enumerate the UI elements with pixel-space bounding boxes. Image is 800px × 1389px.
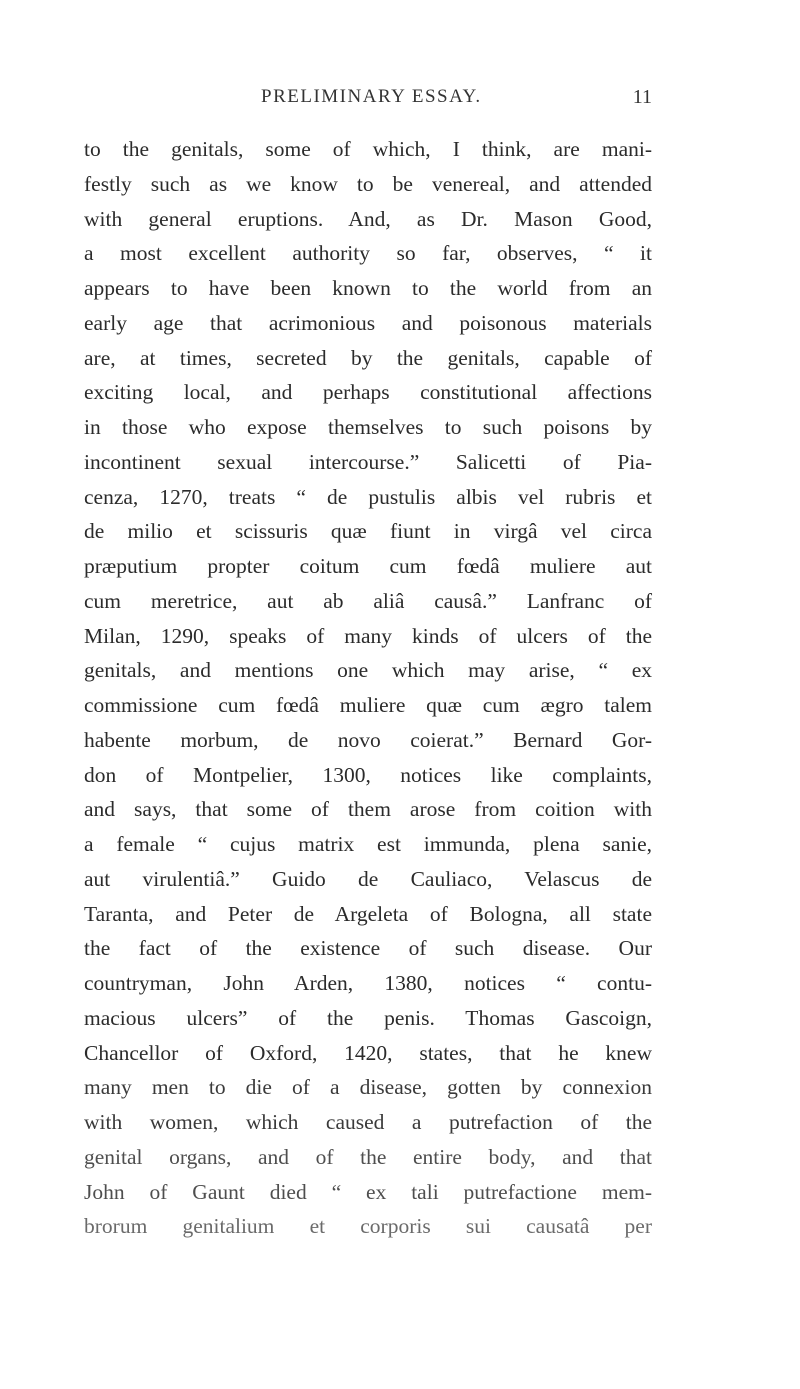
text-line: macious ulcers” of the penis. Thomas Gascoign, <box>84 1005 652 1030</box>
text-line: Chancellor of Oxford, 1420, states, that he knew <box>84 1040 652 1065</box>
text-line: a female “ cujus matrix est immunda, plena sanie, <box>84 832 652 856</box>
text-line: with women, which caused a putrefaction of the <box>84 1110 652 1134</box>
text-line: genitals, and mentions one which may arise, “ ex <box>84 658 652 683</box>
body-text <box>84 132 652 1244</box>
text-line: Taranta, and Peter de Argeleta of Bologna, all state <box>84 901 652 926</box>
text-line: early age that acrimonious and poisonous materials <box>84 310 652 335</box>
text-line: brorum genitalium et corporis sui causatâ per <box>84 1214 652 1239</box>
text-line: aut virulentiâ.” Guido de Cauliaco, Velascus de <box>84 866 652 891</box>
running-head <box>84 86 652 116</box>
text-line: commissione cum fœdâ muliere quæ cum ægro talem <box>84 693 652 717</box>
text-line: exciting local, and perhaps constitutional affections <box>84 380 652 405</box>
text-line: cenza, 1270, treats “ de pustulis albis vel rubris et <box>84 484 652 509</box>
text-line: John of Gaunt died “ ex tali putrefactione mem- <box>84 1179 652 1204</box>
text-line: countryman, John Arden, 1380, notices “ contu- <box>84 971 652 995</box>
text-line: in those who expose themselves to such poisons by <box>84 415 652 439</box>
text-line: don of Montpelier, 1300, notices like complaints, <box>84 762 652 787</box>
text-line: festly such as we know to be venereal, and attended <box>84 171 652 196</box>
text-line: genital organs, and of the entire body, and that <box>84 1144 652 1169</box>
text-line: Milan, 1290, speaks of many kinds of ulcers of the <box>84 623 652 648</box>
text-line: præputium propter coitum cum fœdâ muliere aut <box>84 554 652 578</box>
text-line: a most excellent authority so far, observes, “ it <box>84 241 652 266</box>
text-line: appears to have been known to the world from an <box>84 276 652 300</box>
text-line: cum meretrice, aut ab aliâ causâ.” Lanfranc of <box>84 588 652 613</box>
page-number: 11 <box>632 86 652 108</box>
running-title: PRELIMINARY ESSAY. <box>261 86 482 107</box>
text-line: and says, that some of them arose from coition with <box>84 797 652 822</box>
text-line: to the genitals, some of which, I think, are mani- <box>84 137 652 161</box>
text-line: with general eruptions. And, as Dr. Mason Good, <box>84 206 652 231</box>
text-line: incontinent sexual intercourse.” Salicetti of Pia- <box>84 449 652 474</box>
text-line: de milio et scissuris quæ fiunt in virgâ vel circa <box>84 519 652 544</box>
text-line: are, at times, secreted by the genitals, capable of <box>84 345 652 370</box>
text-line: many men to die of a disease, gotten by connexion <box>84 1075 652 1100</box>
text-line: the fact of the existence of such disease. Our <box>84 936 652 961</box>
text-line: habente morbum, de novo coierat.” Bernard Gor- <box>84 727 652 752</box>
